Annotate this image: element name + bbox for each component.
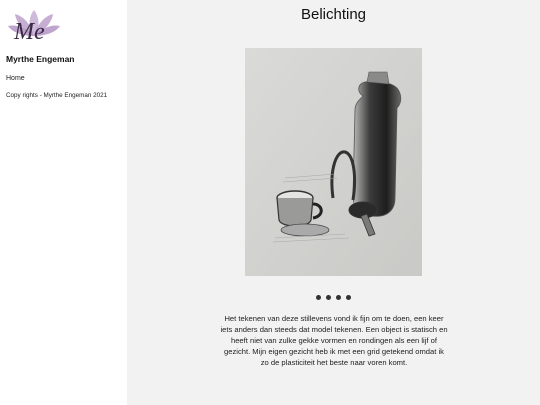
sidebar	[0, 0, 127, 405]
still-life-drawing-image	[245, 48, 422, 276]
main-content	[127, 0, 540, 405]
nav-home-link[interactable]: Home	[6, 75, 25, 82]
site-name: Myrthe Engeman	[6, 54, 75, 64]
carousel-dot-2[interactable]	[326, 295, 331, 300]
carousel-indicators	[127, 295, 540, 300]
page-title: Belichting	[300, 6, 367, 23]
logo-text: Me	[14, 19, 45, 45]
image-description: Het tekenen van deze stillevens vond ik fijn om te doen, een keer iets anders dan steeds dat model tekenen. Een object is statisch en heeft niet van zulke gekke vormen en rondingen als een lijf of gezicht. Mijn eigen gezicht heb ik met een grid getekend omdat ik zo de plasticiteit het beste naar voren komt.	[220, 314, 448, 367]
copyright-text: Copy rights - Myrthe Engeman 2021	[6, 92, 108, 99]
lotus-logo-icon[interactable]	[6, 6, 62, 48]
carousel-dot-3[interactable]	[336, 295, 341, 300]
carousel-dot-1[interactable]	[316, 295, 321, 300]
carousel-dot-4[interactable]	[346, 295, 351, 300]
